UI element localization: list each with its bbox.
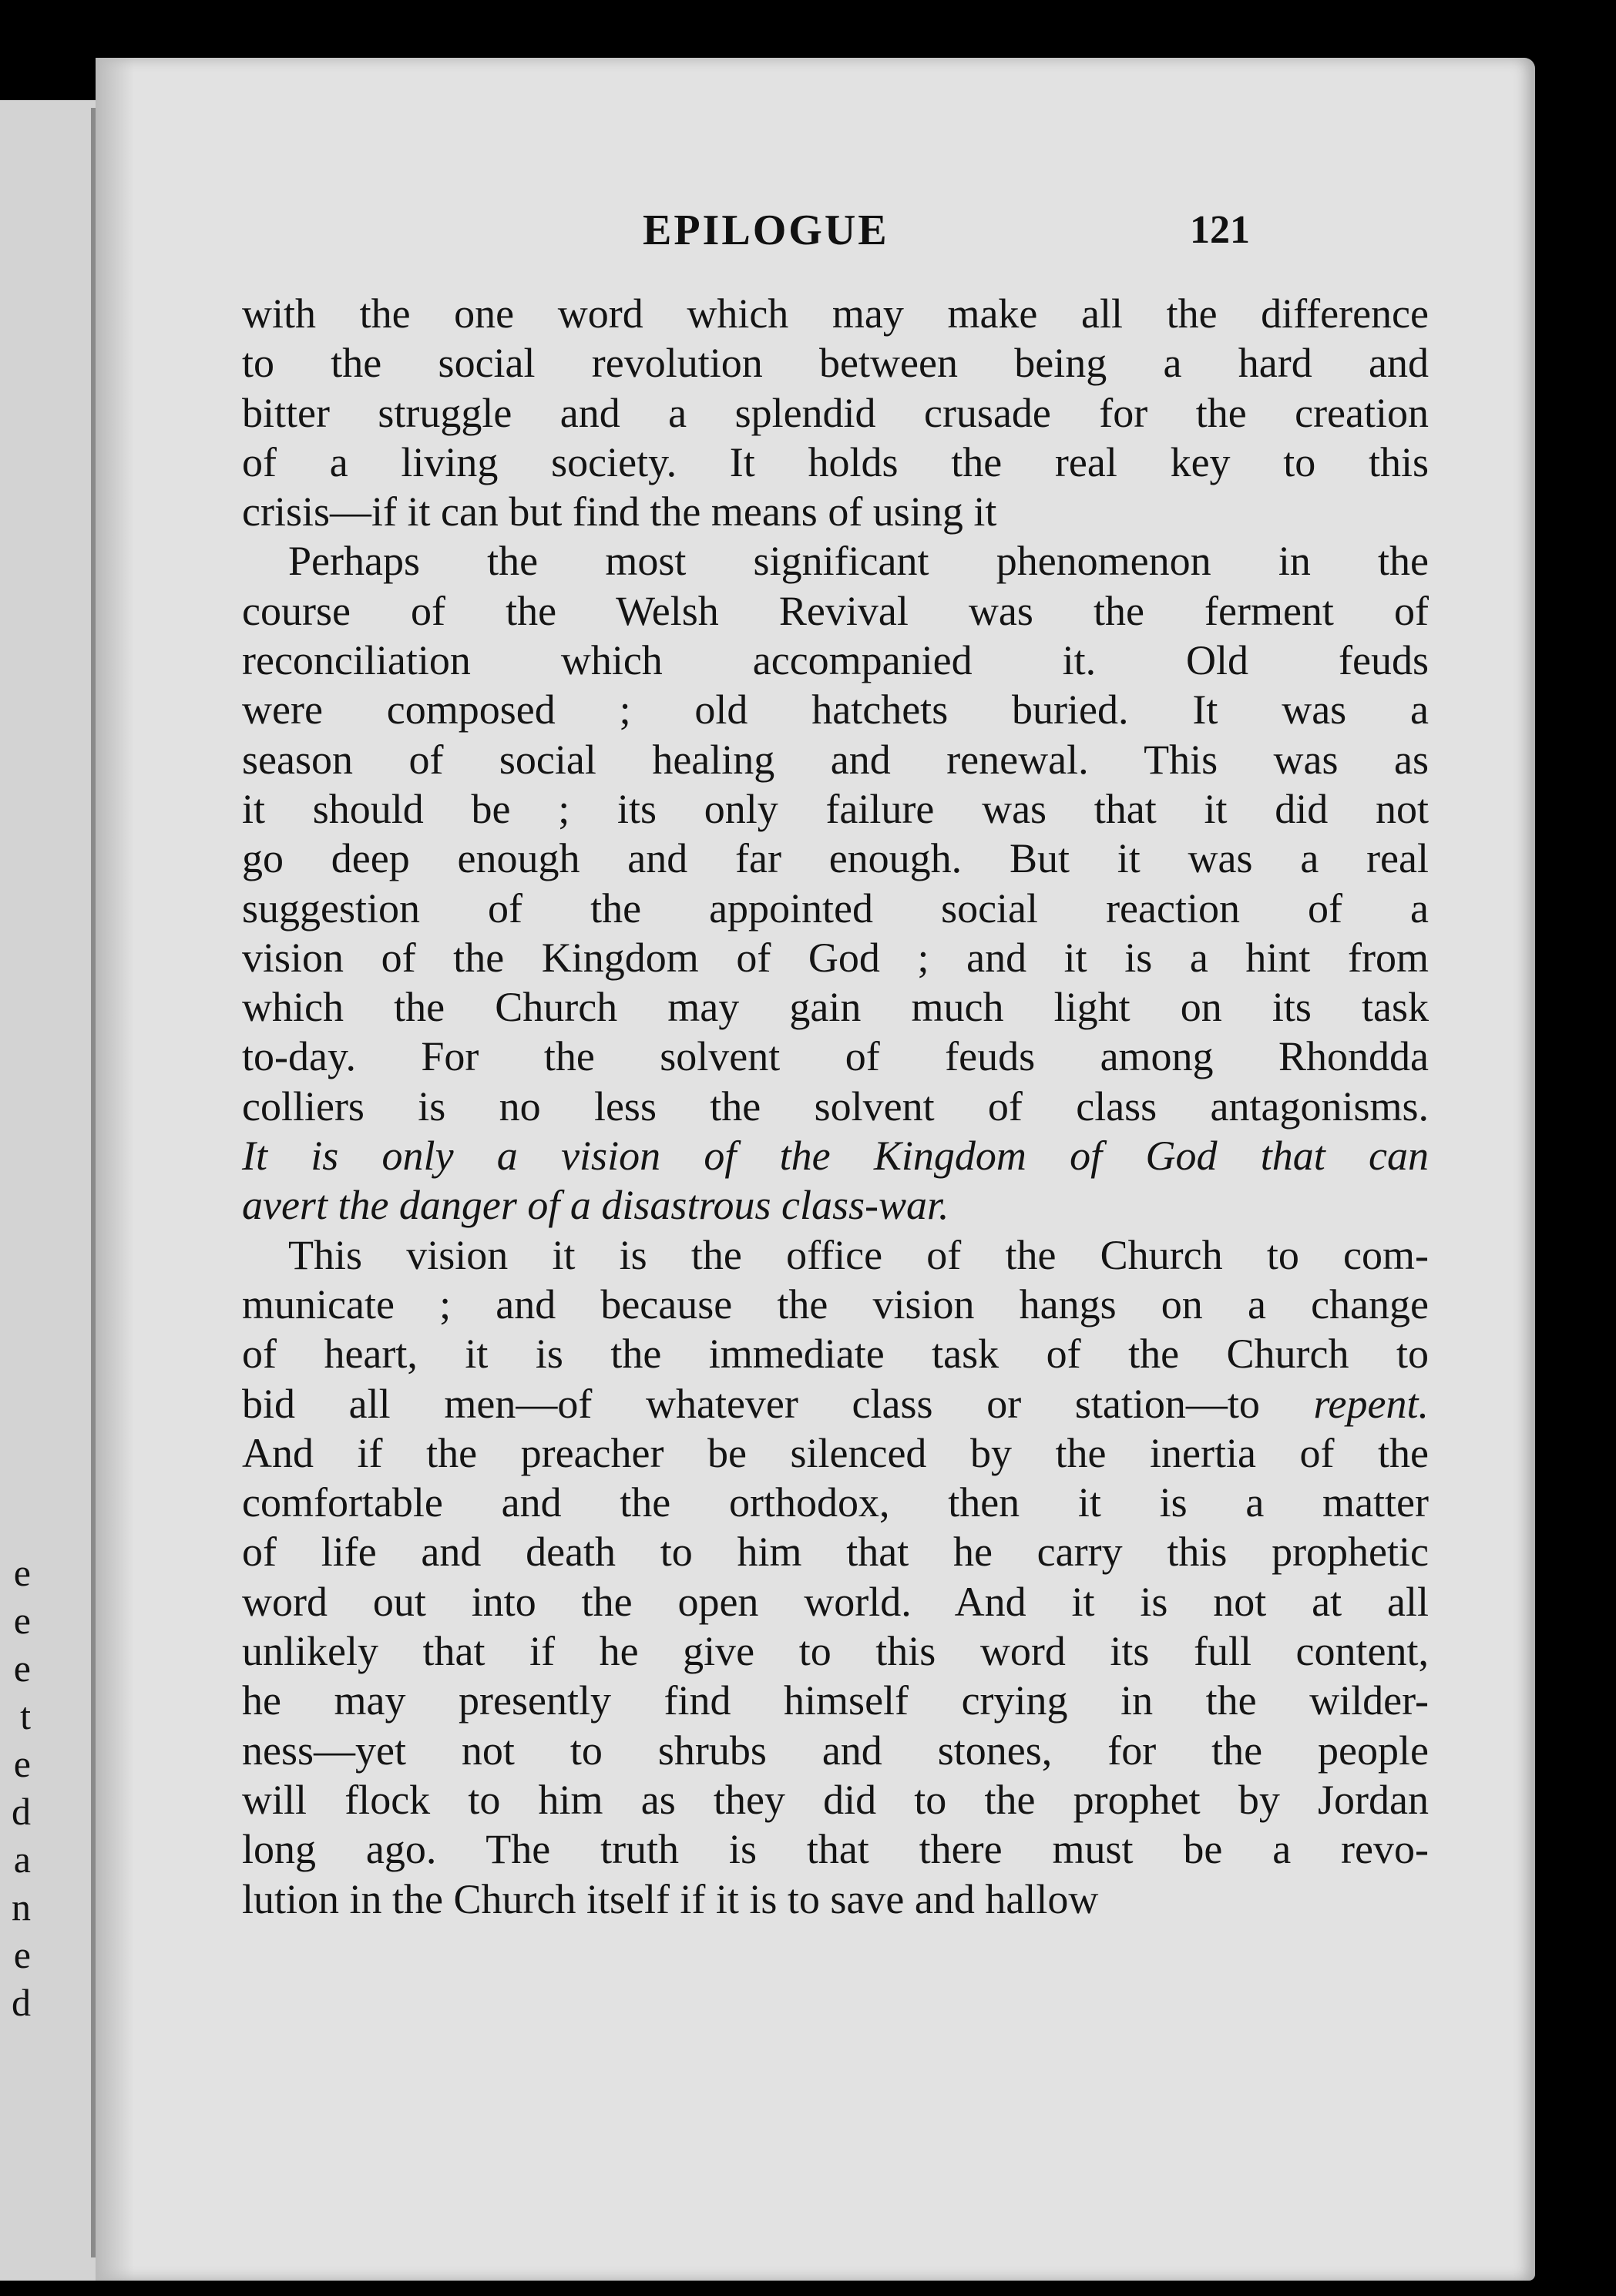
text-segment: bid all men—of whatever class or station—to — [242, 1380, 1260, 1427]
text-line: bitter struggle and a splendid crusade for the creation — [242, 389, 1429, 436]
text-line: crisis—if it can but find the means of using it — [242, 488, 997, 535]
text-line: which the Church may gain much light on its task — [242, 984, 1429, 1031]
paragraph-2 — [242, 536, 1429, 1230]
text-line: comfortable and the orthodox, then it is a matter — [242, 1479, 1429, 1526]
fragment: e — [13, 1742, 31, 1785]
facing-page-fragments — [0, 1549, 31, 2026]
text-line: season of social healing and renewal. This was as — [242, 736, 1429, 783]
text-line: vision of the Kingdom of God ; and it is a hint from — [242, 934, 1429, 981]
page-number: 121 — [1190, 208, 1250, 252]
text-line: were composed ; old hatchets buried. It was a — [242, 686, 1429, 733]
book-page — [96, 58, 1535, 2281]
text-line: lution in the Church itself if it is to save and hallow — [242, 1875, 1099, 1922]
fragment: e — [13, 1933, 31, 1976]
text-line: of a living society. It holds the real key to this — [242, 438, 1429, 485]
text-line: Perhaps the most significant phenomenon in the — [288, 538, 1429, 585]
fragment: t — [20, 1694, 31, 1737]
text-line: This vision it is the office of the Church to com- — [288, 1231, 1429, 1278]
text-line: long ago. The truth is that there must be a revo- — [242, 1826, 1429, 1873]
text-line: go deep enough and far enough. But it was a real — [242, 835, 1429, 882]
text-line: And if the preacher be silenced by the inertia of the — [242, 1429, 1429, 1476]
page-header — [96, 206, 1535, 267]
running-title: EPILOGUE — [643, 206, 889, 254]
text-line: course of the Welsh Revival was the ferment of — [242, 587, 1429, 634]
body-text — [242, 289, 1429, 2046]
text-line: with the one word which may make all the difference — [242, 290, 1429, 337]
text-line: to-day. For the solvent of feuds among Rhondda — [242, 1033, 1429, 1080]
fragment: a — [13, 1838, 31, 1881]
text-line-with-emphasis — [242, 1379, 1429, 1428]
fragment: e — [13, 1646, 31, 1690]
fragment: d — [12, 1981, 31, 2024]
text-line: it should be ; its only failure was that it did not — [242, 785, 1429, 832]
text-line: suggestion of the appointed social reaction of a — [242, 884, 1429, 931]
text-line: unlikely that if he give to this word its full content, — [242, 1628, 1429, 1675]
paragraph-1 — [242, 289, 1429, 536]
fragment: e — [13, 1551, 31, 1594]
fragment: e — [13, 1599, 31, 1642]
text-line: he may presently find himself crying in the wilder- — [242, 1677, 1429, 1724]
text-line: of heart, it is the immediate task of the Church to — [242, 1331, 1429, 1378]
text-line: municate ; and because the vision hangs on a change — [242, 1281, 1429, 1328]
italic-text-line: It is only a vision of the Kingdom of God that can — [242, 1133, 1429, 1180]
fragment: d — [12, 1790, 31, 1833]
text-line: reconciliation which accompanied it. Old feuds — [242, 637, 1429, 684]
text-line: will flock to him as they did to the prophet by Jordan — [242, 1776, 1429, 1823]
fragment: n — [12, 1885, 31, 1928]
text-line: to the social revolution between being a hard and — [242, 340, 1429, 387]
text-line: ness—yet not to shrubs and stones, for the people — [242, 1727, 1429, 1774]
paragraph-3 — [242, 1230, 1429, 1924]
text-line: of life and death to him that he carry this prophetic — [242, 1529, 1429, 1576]
text-line: colliers is no less the solvent of class antagonisms. — [242, 1083, 1429, 1130]
text-line: word out into the open world. And it is not at all — [242, 1578, 1429, 1625]
italic-word: repent. — [1313, 1380, 1429, 1427]
italic-text-line: avert the danger of a disastrous class-war. — [242, 1182, 949, 1229]
